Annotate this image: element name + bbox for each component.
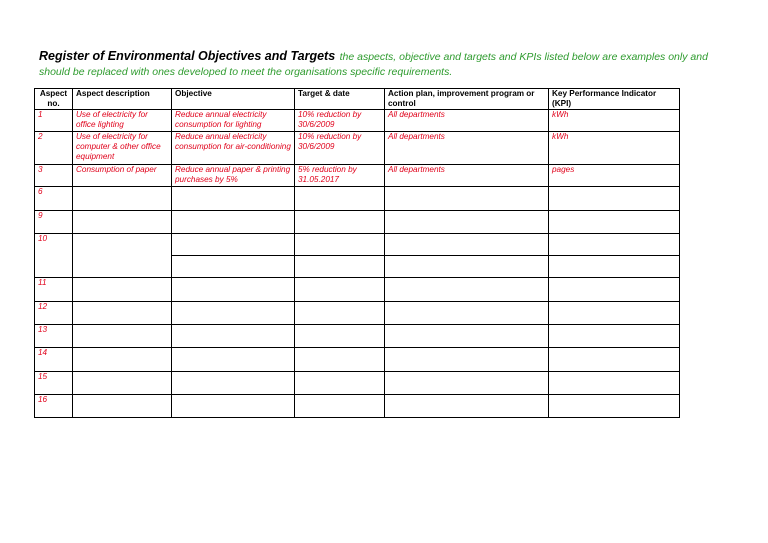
cell-aspect-description[interactable] <box>73 302 172 325</box>
cell-kpi[interactable] <box>549 395 680 418</box>
table-row <box>35 302 680 325</box>
cell-kpi[interactable] <box>549 187 680 211</box>
cell-objective[interactable] <box>172 211 295 234</box>
cell-target-date[interactable] <box>295 348 385 372</box>
cell-action-plan[interactable]: All departments <box>385 110 549 132</box>
cell-kpi[interactable] <box>549 234 680 256</box>
cell-aspect-no[interactable]: 16 <box>35 395 73 418</box>
cell-target-date[interactable] <box>295 395 385 418</box>
cell-action-plan[interactable] <box>385 325 549 348</box>
cell-objective[interactable]: Reduce annual electricity consumption for air-conditioning <box>172 132 295 165</box>
cell-target-date[interactable] <box>295 325 385 348</box>
cell-action-plan[interactable] <box>385 187 549 211</box>
cell-aspect-no[interactable]: 15 <box>35 372 73 395</box>
header-target-date: Target & date <box>295 89 385 110</box>
cell-action-plan[interactable] <box>385 395 549 418</box>
header-aspect-no: Aspect no. <box>35 89 73 110</box>
cell-action-plan[interactable]: All departments <box>385 165 549 187</box>
header-aspect-description: Aspect description <box>73 89 172 110</box>
table-row <box>35 278 680 302</box>
cell-action-plan[interactable] <box>385 348 549 372</box>
table-row <box>35 234 680 256</box>
cell-aspect-description[interactable] <box>73 211 172 234</box>
cell-action-plan[interactable] <box>385 302 549 325</box>
cell-aspect-description[interactable] <box>73 372 172 395</box>
table-row <box>35 187 680 211</box>
cell-objective[interactable] <box>172 325 295 348</box>
cell-action-plan[interactable] <box>385 256 549 278</box>
cell-aspect-description[interactable] <box>73 234 172 278</box>
table-row <box>35 372 680 395</box>
cell-aspect-no[interactable]: 12 <box>35 302 73 325</box>
cell-kpi[interactable] <box>549 256 680 278</box>
cell-aspect-description[interactable]: Consumption of paper <box>73 165 172 187</box>
cell-objective[interactable] <box>172 256 295 278</box>
cell-target-date[interactable] <box>295 372 385 395</box>
table-row <box>35 211 680 234</box>
table-row <box>35 132 680 165</box>
cell-kpi[interactable] <box>549 302 680 325</box>
table-row <box>35 348 680 372</box>
table-row <box>35 110 680 132</box>
header-action-plan: Action plan, improvement program or control <box>385 89 549 110</box>
cell-aspect-description[interactable] <box>73 348 172 372</box>
cell-objective[interactable] <box>172 395 295 418</box>
cell-kpi[interactable] <box>549 211 680 234</box>
cell-kpi[interactable]: pages <box>549 165 680 187</box>
cell-target-date[interactable] <box>295 187 385 211</box>
cell-aspect-no[interactable]: 2 <box>35 132 73 165</box>
cell-kpi[interactable]: kWh <box>549 132 680 165</box>
cell-action-plan[interactable] <box>385 372 549 395</box>
cell-aspect-no[interactable]: 11 <box>35 278 73 302</box>
header-kpi: Key Performance Indicator (KPI) <box>549 89 680 110</box>
cell-aspect-description[interactable] <box>73 325 172 348</box>
table-header-row <box>35 89 680 110</box>
cell-aspect-no[interactable]: 9 <box>35 211 73 234</box>
cell-aspect-description[interactable] <box>73 187 172 211</box>
cell-aspect-description[interactable]: Use of electricity for office lighting <box>73 110 172 132</box>
cell-aspect-no[interactable]: 6 <box>35 187 73 211</box>
cell-action-plan[interactable] <box>385 211 549 234</box>
cell-action-plan[interactable] <box>385 278 549 302</box>
cell-aspect-no[interactable]: 1 <box>35 110 73 132</box>
cell-objective[interactable] <box>172 278 295 302</box>
cell-aspect-no[interactable]: 14 <box>35 348 73 372</box>
objectives-register-table <box>34 88 680 418</box>
cell-target-date[interactable]: 5% reduction by 31.05.2017 <box>295 165 385 187</box>
cell-kpi[interactable] <box>549 325 680 348</box>
cell-target-date[interactable] <box>295 234 385 256</box>
cell-objective[interactable] <box>172 348 295 372</box>
cell-target-date[interactable] <box>295 278 385 302</box>
cell-aspect-description[interactable] <box>73 278 172 302</box>
document-title: Register of Environmental Objectives and Targets <box>39 49 336 63</box>
cell-target-date[interactable]: 10% reduction by 30/6/2009 <box>295 110 385 132</box>
cell-aspect-no[interactable]: 10 <box>35 234 73 278</box>
cell-kpi[interactable] <box>549 372 680 395</box>
document-heading <box>39 49 739 79</box>
table-row <box>35 325 680 348</box>
cell-aspect-no[interactable]: 3 <box>35 165 73 187</box>
cell-aspect-description[interactable]: Use of electricity for computer & other office equipment <box>73 132 172 165</box>
cell-objective[interactable] <box>172 187 295 211</box>
cell-target-date[interactable] <box>295 302 385 325</box>
cell-action-plan[interactable] <box>385 234 549 256</box>
cell-objective[interactable]: Reduce annual paper & printing purchases by 5% <box>172 165 295 187</box>
cell-kpi[interactable] <box>549 348 680 372</box>
cell-objective[interactable] <box>172 302 295 325</box>
cell-aspect-description[interactable] <box>73 395 172 418</box>
cell-objective[interactable]: Reduce annual electricity consumption for lighting <box>172 110 295 132</box>
cell-kpi[interactable]: kWh <box>549 110 680 132</box>
cell-aspect-no[interactable]: 13 <box>35 325 73 348</box>
cell-objective[interactable] <box>172 234 295 256</box>
cell-kpi[interactable] <box>549 278 680 302</box>
cell-action-plan[interactable]: All departments <box>385 132 549 165</box>
cell-target-date[interactable]: 10% reduction by 30/6/2009 <box>295 132 385 165</box>
table-row <box>35 395 680 418</box>
cell-target-date[interactable] <box>295 256 385 278</box>
header-objective: Objective <box>172 89 295 110</box>
cell-objective[interactable] <box>172 372 295 395</box>
table-row <box>35 165 680 187</box>
document-note: the aspects, objective and targets and KPIs listed below are examples only and should be replaced with ones developed to meet the organisations specific requirements. <box>39 51 708 78</box>
cell-target-date[interactable] <box>295 211 385 234</box>
